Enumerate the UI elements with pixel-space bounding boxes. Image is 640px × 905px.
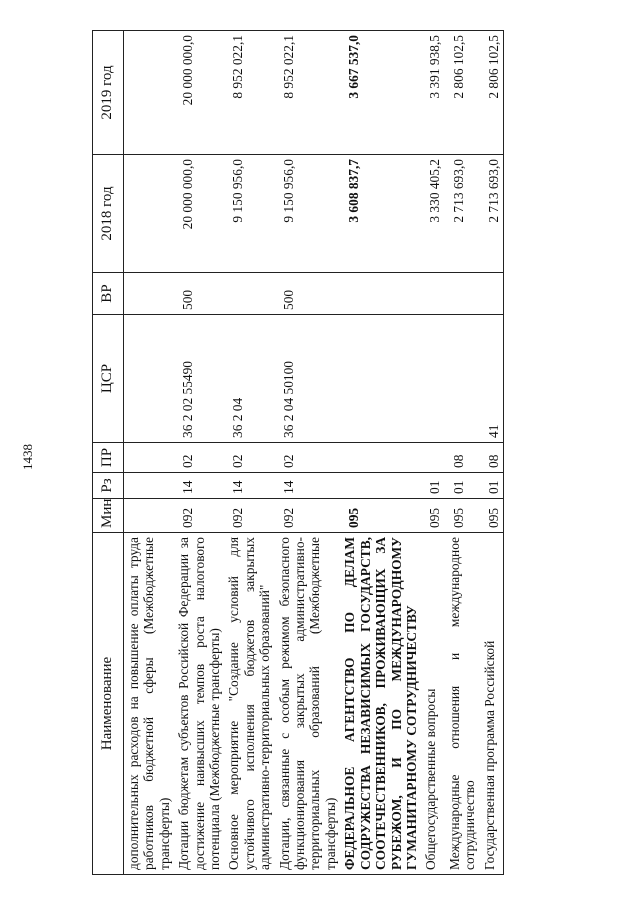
row-2019: 8 952 022,1: [224, 31, 274, 155]
rotated-page: [80, 0, 615, 905]
row-2019: 8 952 022,1: [275, 31, 341, 155]
row-vr: 500: [174, 273, 224, 315]
row-csr: [340, 315, 421, 443]
row-2019: 2 806 102,5: [480, 31, 504, 155]
row-rz: 01: [421, 473, 444, 499]
header-csr: ЦСР: [93, 315, 124, 443]
row-2019: 2 806 102,5: [445, 31, 480, 155]
row-min: 092: [174, 499, 224, 533]
header-rz: Рз: [93, 473, 124, 499]
row-2018: 9 150 956,0: [275, 155, 341, 273]
row-vr: [445, 273, 480, 315]
row-min: 095: [421, 499, 444, 533]
page-number: 1438: [20, 444, 35, 470]
row-min: 095: [340, 499, 421, 533]
row-rz: 01: [445, 473, 480, 499]
row-2019: 20 000 000,0: [174, 31, 224, 155]
row-2018: 9 150 956,0: [224, 155, 274, 273]
row-vr: [480, 273, 504, 315]
row-2019: [124, 31, 175, 155]
row-min: 092: [224, 499, 274, 533]
row-min: 095: [445, 499, 480, 533]
row-name: Основное мероприятие "Создание условий для устойчивого исполнения бюджетов закрытых административно-территориальных образований": [224, 533, 274, 875]
row-rz: 14: [224, 473, 274, 499]
row-2018: 3 608 837,7: [340, 155, 421, 273]
table-header-row: [93, 31, 124, 875]
row-2018: 20 000 000,0: [174, 155, 224, 273]
row-name: Общегосударственные вопросы: [421, 533, 444, 875]
row-name: ФЕДЕРАЛЬНОЕ АГЕНТСТВО ПО ДЕЛАМ СОДРУЖЕСТВА НЕЗАВИСИМЫХ ГОСУДАРСТВ, СООТЕЧЕСТВЕННИКОВ, ПРОЖИВАЮЩИХ ЗА РУБЕЖОМ, И ПО МЕЖДУНАРОДНОМУ ГУМАНИТАРНОМУ СОТРУДНИЧЕСТВУ: [340, 533, 421, 875]
table-row: [124, 31, 175, 875]
row-csr: 36 2 02 55490: [174, 315, 224, 443]
row-name: Дотации бюджетам субъектов Российской Федерации за достижение наивысших темпов роста налогового потенциала (Межбюджетные трансферты): [174, 533, 224, 875]
row-rz: [340, 473, 421, 499]
row-csr: [445, 315, 480, 443]
row-vr: 500: [275, 273, 341, 315]
table-row: [421, 31, 444, 875]
header-pr: ПР: [93, 443, 124, 473]
table-row: [224, 31, 274, 875]
row-pr: [124, 443, 175, 473]
row-2019: 3 667 537,0: [340, 31, 421, 155]
row-pr: 02: [174, 443, 224, 473]
row-csr: [421, 315, 444, 443]
row-2018: 2 713 693,0: [480, 155, 504, 273]
row-pr: 02: [224, 443, 274, 473]
header-2018: 2018 год: [93, 155, 124, 273]
row-min: [124, 499, 175, 533]
table-row: [445, 31, 480, 875]
header-vr: ВР: [93, 273, 124, 315]
row-csr: 36 2 04: [224, 315, 274, 443]
row-pr: 08: [445, 443, 480, 473]
row-2018: 2 713 693,0: [445, 155, 480, 273]
row-pr: [340, 443, 421, 473]
row-min: 095: [480, 499, 504, 533]
row-name: Государственная программа Российской: [480, 533, 504, 875]
row-min: 092: [275, 499, 341, 533]
row-rz: 14: [275, 473, 341, 499]
row-name: дополнительных расходов на повышение оплаты труда работников бюджетной сферы (Межбюджетные трансферты): [124, 533, 175, 875]
row-name: Международные отношения и международное сотрудничество: [445, 533, 480, 875]
row-pr: [421, 443, 444, 473]
row-2019: 3 391 938,5: [421, 31, 444, 155]
table-row: [340, 31, 421, 875]
row-vr: [421, 273, 444, 315]
row-rz: 14: [174, 473, 224, 499]
table-row: [174, 31, 224, 875]
row-csr: [124, 315, 175, 443]
header-name: Наименование: [93, 533, 124, 875]
header-min: Мин: [93, 499, 124, 533]
row-rz: 01: [480, 473, 504, 499]
row-csr: 36 2 04 50100: [275, 315, 341, 443]
header-2019: 2019 год: [93, 31, 124, 155]
row-vr: [340, 273, 421, 315]
row-2018: [124, 155, 175, 273]
row-2018: 3 330 405,2: [421, 155, 444, 273]
row-vr: [124, 273, 175, 315]
row-pr: 08: [480, 443, 504, 473]
budget-table: [92, 30, 504, 875]
row-csr: 41: [480, 315, 504, 443]
row-vr: [224, 273, 274, 315]
row-name: Дотации, связанные с особым режимом безопасного функционирования закрытых административно-территориальных образований (Межбюджетные трансферты): [275, 533, 341, 875]
table-row: [480, 31, 504, 875]
table-row: [275, 31, 341, 875]
row-pr: 02: [275, 443, 341, 473]
row-rz: [124, 473, 175, 499]
